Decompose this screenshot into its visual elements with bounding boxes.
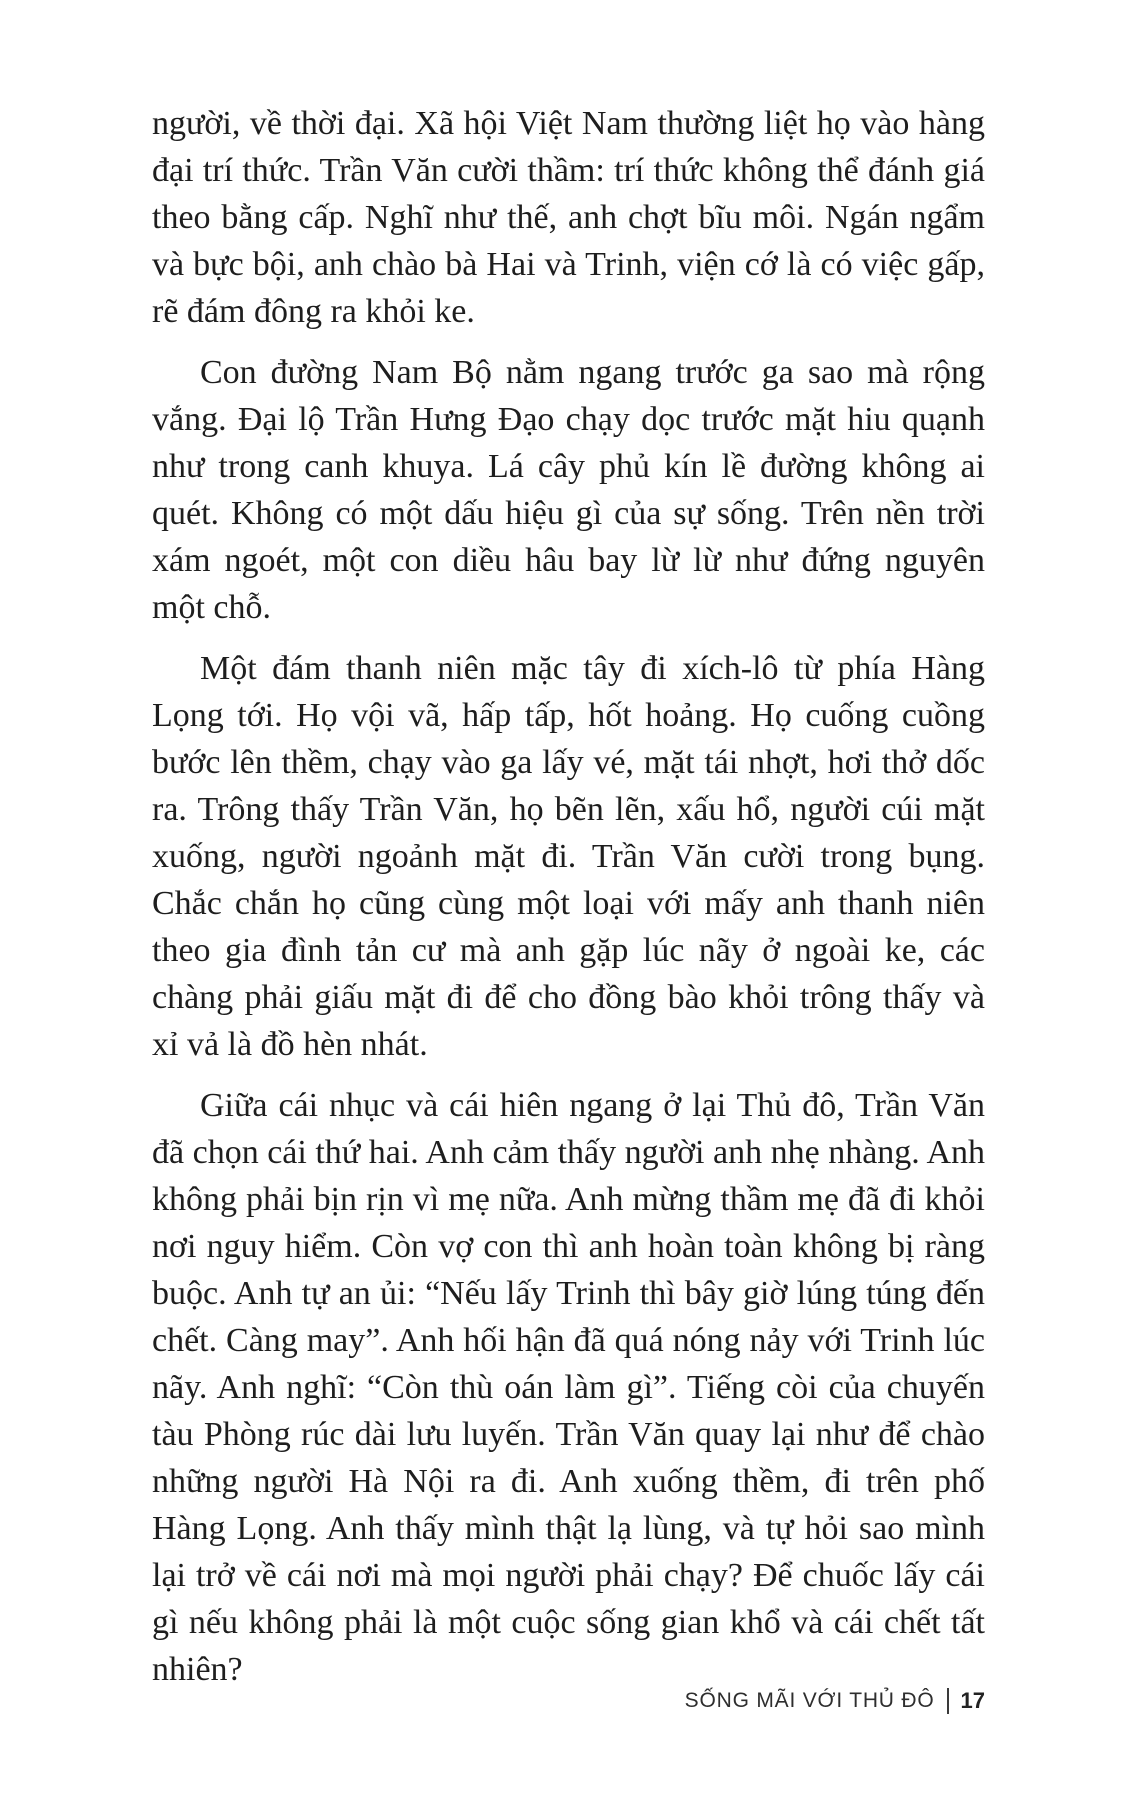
running-book-title: SỐNG MÃI VỚI THỦ ĐÔ xyxy=(684,1689,935,1712)
paragraph-continuation: người, về thời đại. Xã hội Việt Nam thường liệt họ vào hàng đại trí thức. Trần Văn cười thầm: trí thức không thể đánh giá theo bằng cấp. Nghĩ như thế, anh chợt bĩu môi. Ngán ngẩm và bực bội, anh chào bà Hai và Trinh, viện cớ là có việc gấp, rẽ đám đông ra khỏi ke. xyxy=(152,105,985,330)
paragraph: Một đám thanh niên mặc tây đi xích-lô từ phía Hàng Lọng tới. Họ vội vã, hấp tấp, hốt hoảng. Họ cuống cuồng bước lên thềm, chạy vào ga lấy vé, mặt tái nhợt, hơi thở dốc ra. Trông thấy Trần Văn, họ bẽn lẽn, xấu hổ, người cúi mặt xuống, người ngoảnh mặt đi. Trần Văn cười trong bụng. Chắc chắn họ cũng cùng một loại với mấy anh thanh niên theo gia đình tản cư mà anh gặp lúc nãy ở ngoài ke, các chàng phải giấu mặt đi để cho đồng bào khỏi trông thấy và xỉ vả là đồ hèn nhát. xyxy=(152,650,985,1063)
paragraph: Con đường Nam Bộ nằm ngang trước ga sao mà rộng vắng. Đại lộ Trần Hưng Đạo chạy dọc trước mặt hiu quạnh như trong canh khuya. Lá cây phủ kín lề đường không ai quét. Không có một dấu hiệu gì của sự sống. Trên nền trời xám ngoét, một con diều hâu bay lừ lừ như đứng nguyên một chỗ. xyxy=(152,354,985,626)
page-number: 17 xyxy=(960,1688,985,1713)
footer-separator-bar xyxy=(947,1688,949,1714)
page-text-block xyxy=(152,100,985,1693)
page-footer xyxy=(685,1688,985,1714)
paragraph: Giữa cái nhục và cái hiên ngang ở lại Thủ đô, Trần Văn đã chọn cái thứ hai. Anh cảm thấy người anh nhẹ nhàng. Anh không phải bịn rịn vì mẹ nữa. Anh mừng thầm mẹ đã đi khỏi nơi nguy hiểm. Còn vợ con thì anh hoàn toàn không bị ràng buộc. Anh tự an ủi: “Nếu lấy Trinh thì bây giờ lúng túng đến chết. Càng may”. Anh hối hận đã quá nóng nảy với Trinh lúc nãy. Anh nghĩ: “Còn thù oán làm gì”. Tiếng còi của chuyến tàu Phòng rúc dài lưu luyến. Trần Văn quay lại như để chào những người Hà Nội ra đi. Anh xuống thềm, đi trên phố Hàng Lọng. Anh thấy mình thật lạ lùng, và tự hỏi sao mình lại trở về cái nơi mà mọi người phải chạy? Để chuốc lấy cái gì nếu không phải là một cuộc sống gian khổ và cái chết tất nhiên? xyxy=(152,1087,985,1688)
